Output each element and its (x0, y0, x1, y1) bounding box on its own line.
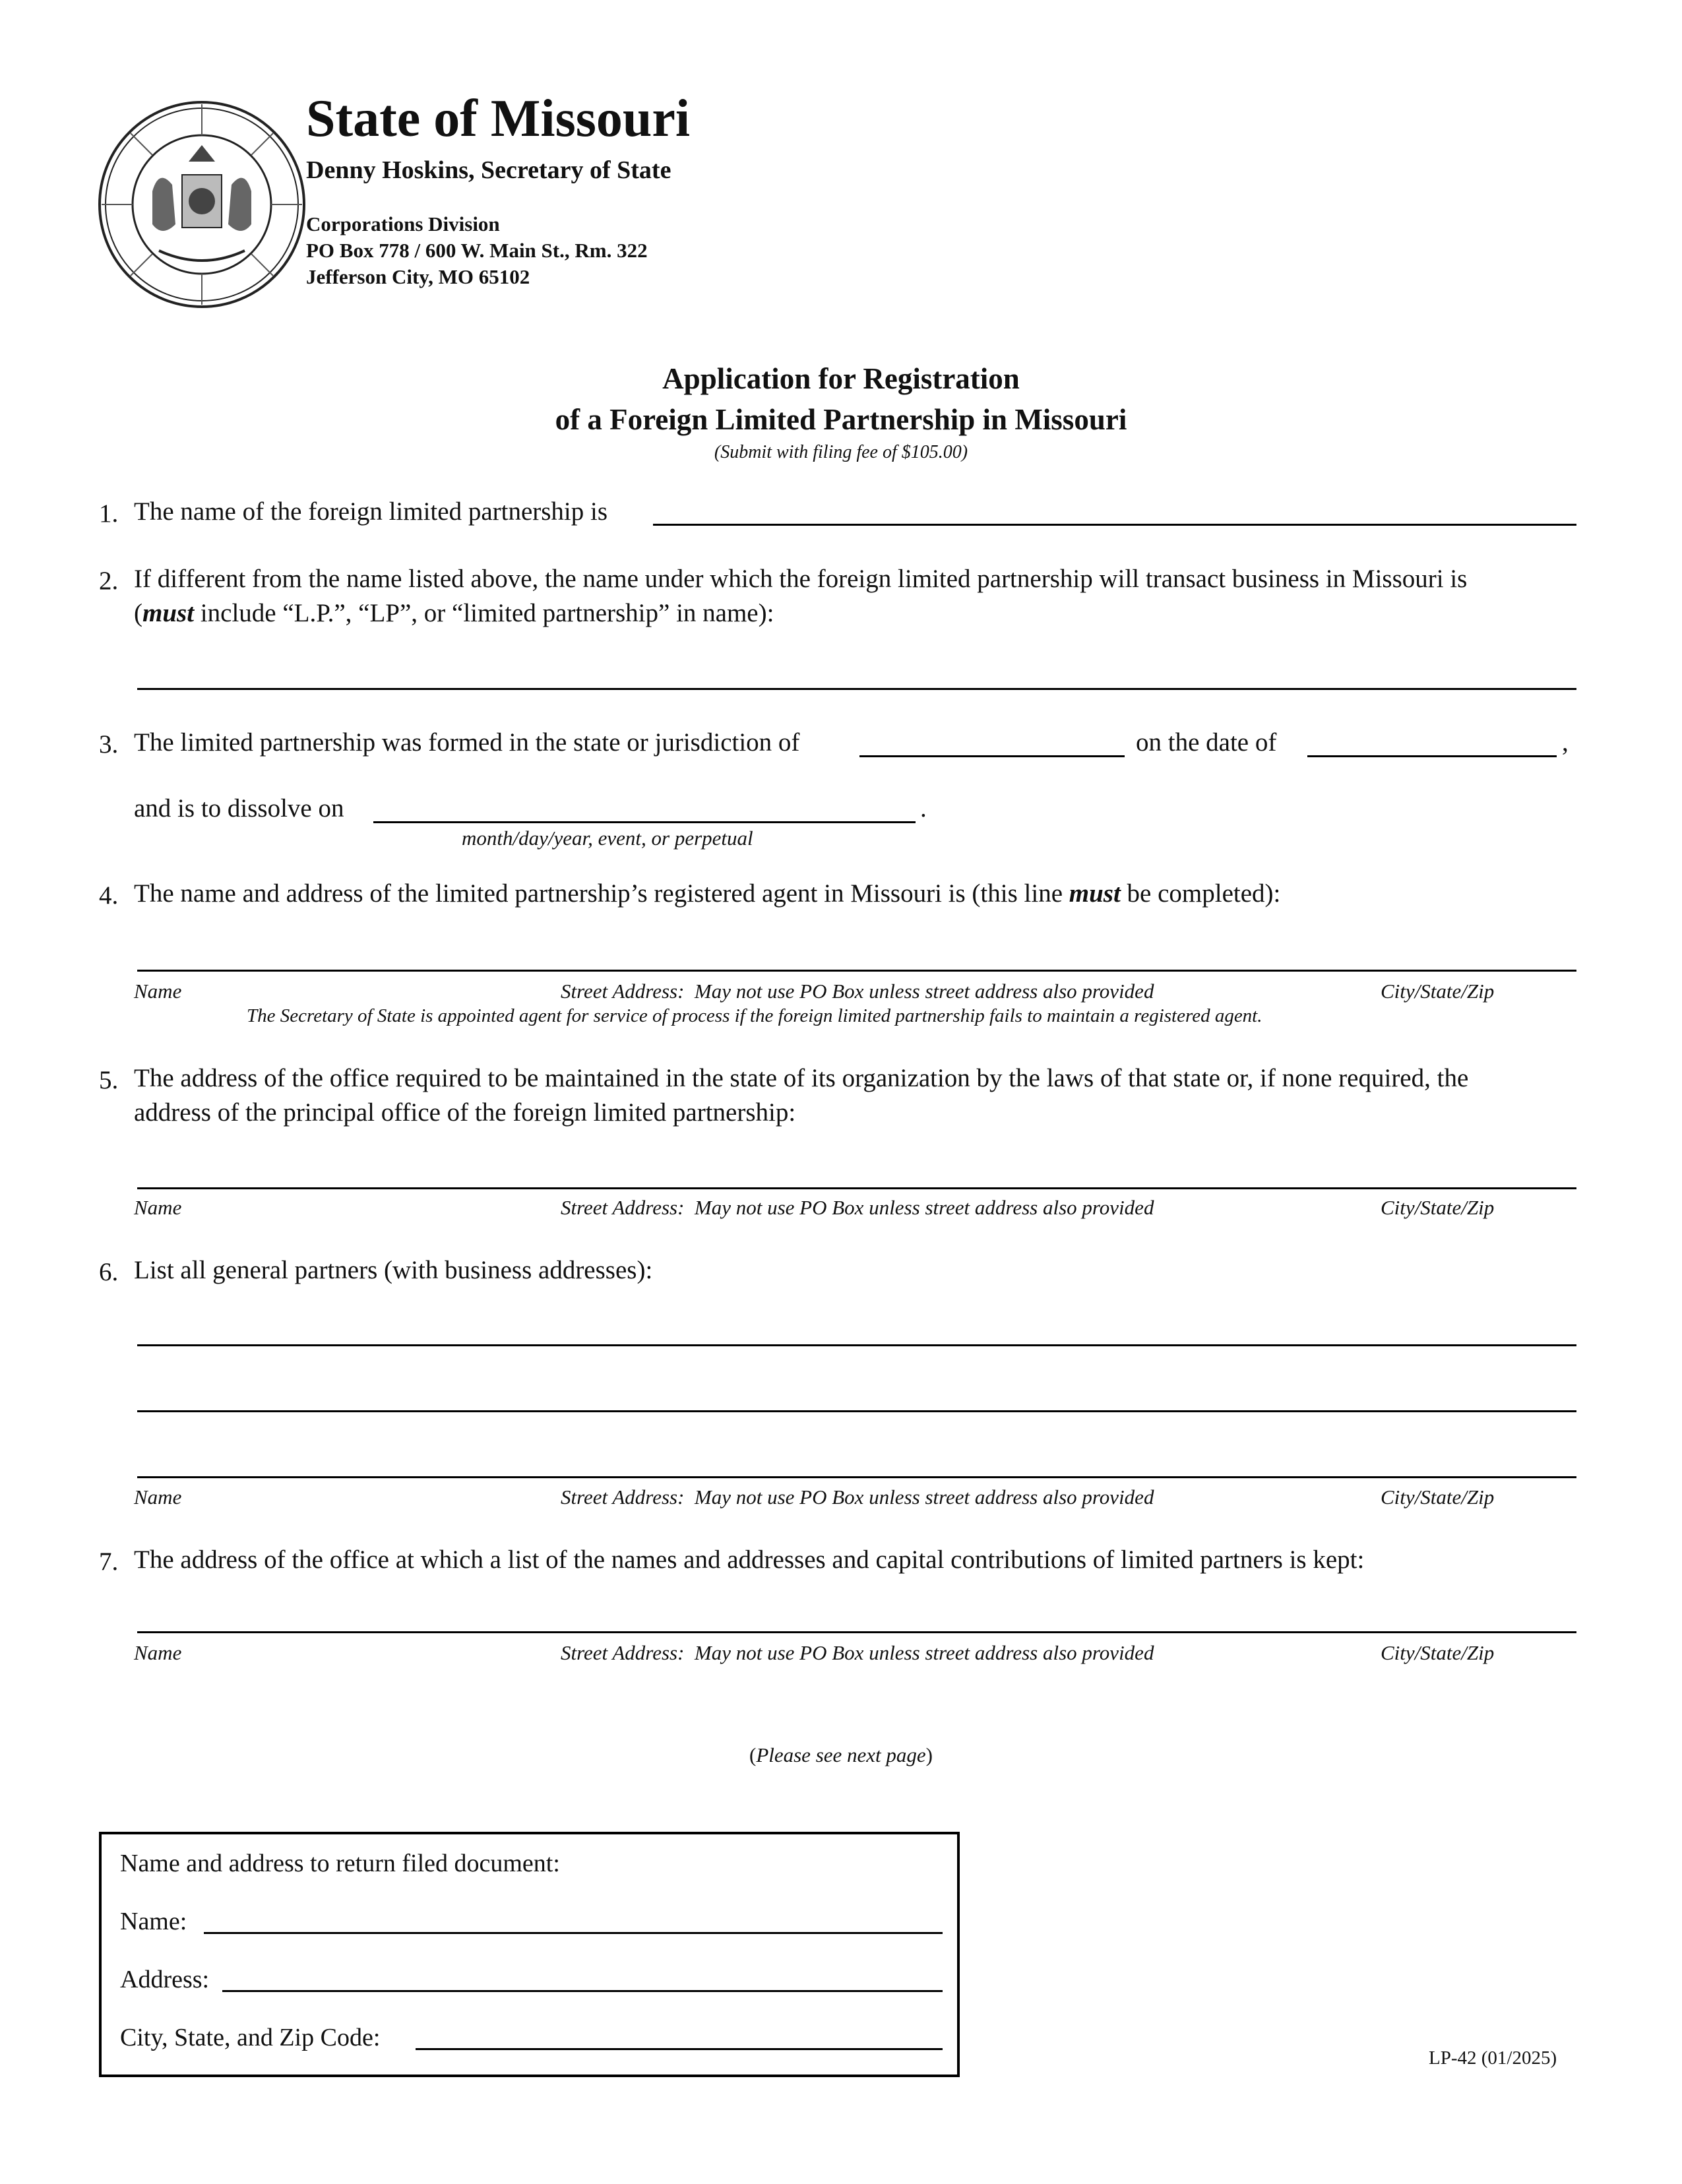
return-box-heading: Name and address to return filed document: (120, 1850, 560, 1877)
dissolve-date-field[interactable] (373, 821, 916, 823)
return-address-box (99, 1832, 960, 2077)
formation-jurisdiction-field[interactable] (859, 755, 1125, 757)
general-partner-field-3[interactable] (137, 1476, 1576, 1478)
see-next-page-note: (Please see next page) (749, 1743, 933, 1766)
item-5-text: The address of the office required to be maintained in the state of its organization by the laws of that state or, if none required, the (134, 1064, 1469, 1092)
form-number: LP-42 (01/2025) (1429, 2047, 1557, 2069)
dissolve-hint: month/day/year, event, or perpetual (462, 827, 753, 850)
division-address-line-2: Jefferson City, MO 65102 (306, 265, 530, 288)
item-2-number: 2. (99, 567, 119, 595)
return-address-field[interactable] (222, 1990, 943, 1992)
item-5-number: 5. (99, 1066, 119, 1094)
return-address-label: Address: (120, 1966, 210, 1993)
return-name-field[interactable] (204, 1932, 943, 1934)
partners-street-label: Street Address: May not use PO Box unless street address also provided (561, 1485, 1154, 1509)
item-6-text: List all general partners (with business addresses): (134, 1256, 653, 1284)
office-name-label: Name (134, 1196, 182, 1219)
partners-name-label: Name (134, 1485, 182, 1509)
division-name: Corporations Division (306, 212, 500, 235)
item-3-period: . (920, 794, 927, 823)
item-3-number: 3. (99, 730, 119, 759)
agent-city-label: City/State/Zip (1381, 980, 1495, 1003)
item-4-number: 4. (99, 881, 119, 910)
records-street-label: Street Address: May not use PO Box unless street address also provided (561, 1641, 1154, 1664)
item-3-dissolve-label: and is to dissolve on (134, 794, 344, 823)
return-city-field[interactable] (416, 2048, 943, 2050)
form-title-line-2: of a Foreign Limited Partnership in Missouri (555, 403, 1127, 436)
item-3-comma: , (1562, 728, 1569, 757)
item-6-number: 6. (99, 1258, 119, 1286)
partners-city-label: City/State/Zip (1381, 1485, 1495, 1509)
missouri-business-name-field[interactable] (137, 688, 1576, 690)
item-7-text: The address of the office at which a list of the names and addresses and capital contributions of limited partners is kept: (134, 1545, 1365, 1574)
item-2-text-cont: (must include “L.P.”, “LP”, or “limited partnership” in name): (134, 599, 774, 627)
item-4-text: The name and address of the limited partnership’s registered agent in Missouri is (this line must be completed): (134, 879, 1281, 908)
item-5-text-cont: address of the principal office of the foreign limited partnership: (134, 1098, 796, 1127)
records-name-label: Name (134, 1641, 182, 1664)
office-city-label: City/State/Zip (1381, 1196, 1495, 1219)
general-partner-field-2[interactable] (137, 1410, 1576, 1412)
filing-fee-note: (Submit with filing fee of $105.00) (714, 442, 968, 462)
formation-date-field[interactable] (1307, 755, 1557, 757)
agent-name-label: Name (134, 980, 182, 1003)
secretary-of-state: Denny Hoskins, Secretary of State (306, 156, 671, 184)
item-1-text: The name of the foreign limited partnership is (134, 497, 608, 526)
item-3-text: The limited partnership was formed in the state or jurisdiction of (134, 728, 800, 757)
registered-agent-field[interactable] (137, 970, 1576, 972)
division-address-line-1: PO Box 778 / 600 W. Main St., Rm. 322 (306, 239, 648, 262)
partnership-name-field[interactable] (653, 524, 1576, 526)
agent-street-label: Street Address: May not use PO Box unless street address also provided (561, 980, 1154, 1003)
state-name: State of Missouri (306, 90, 691, 148)
office-street-label: Street Address: May not use PO Box unless street address also provided (561, 1196, 1154, 1219)
item-1-number: 1. (99, 499, 119, 528)
agent-service-note: The Secretary of State is appointed agent for service of process if the foreign limited partnership fails to maintain a registered agent. (247, 1005, 1262, 1026)
general-partner-field-1[interactable] (137, 1344, 1576, 1346)
return-name-label: Name: (120, 1908, 187, 1935)
limited-partners-office-field[interactable] (137, 1631, 1576, 1633)
item-7-number: 7. (99, 1547, 119, 1576)
form-title-line-1: Application for Registration (662, 362, 1020, 395)
principal-office-field[interactable] (137, 1187, 1576, 1189)
return-city-label: City, State, and Zip Code: (120, 2024, 381, 2051)
item-3-date-label: on the date of (1136, 728, 1277, 757)
state-seal-icon (96, 99, 307, 310)
records-city-label: City/State/Zip (1381, 1641, 1495, 1664)
item-2-text: If different from the name listed above, the name under which the foreign limited partnership will transact business in Missouri is (134, 565, 1468, 593)
